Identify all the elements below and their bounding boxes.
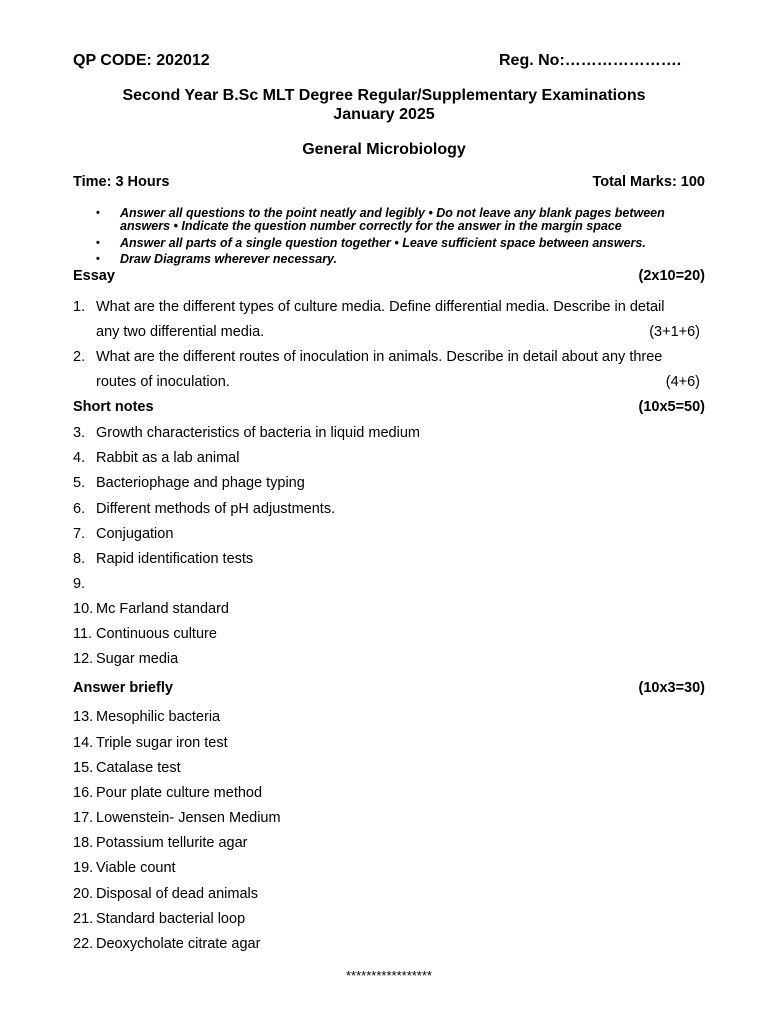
footer-stars: ***************** xyxy=(345,968,432,983)
section-title-answer-briefly: Answer briefly xyxy=(73,680,173,696)
list-item: 5. Bacteriophage and phage typing xyxy=(73,475,305,491)
list-item: 9. xyxy=(73,576,86,592)
list-item: 20. Disposal of dead animals xyxy=(73,886,259,902)
list-item: 6. Different methods of pH adjustments. xyxy=(73,501,336,517)
section-marks-short-notes: (10x5=50) xyxy=(638,399,705,415)
list-item: 13. Mesophilic bacteria xyxy=(73,709,221,725)
instruction-line: answers • Indicate the question number correctly for the answer in the margin space xyxy=(120,219,622,233)
list-item: 14. Triple sugar iron test xyxy=(73,735,228,751)
list-item: 19. Viable count xyxy=(73,860,176,876)
list-item: 12. Sugar media xyxy=(73,651,179,667)
list-item: 22. Deoxycholate citrate agar xyxy=(73,936,261,952)
bullet-icon: • xyxy=(96,253,100,265)
total-marks: Total Marks: 100 xyxy=(592,174,705,190)
section-title-essay: Essay xyxy=(73,268,115,284)
exam-title-line2: January 2025 xyxy=(333,106,435,123)
list-item: 16. Pour plate culture method xyxy=(73,785,263,801)
instruction-line: Draw Diagrams wherever necessary. xyxy=(120,252,338,266)
list-item: 21. Standard bacterial loop xyxy=(73,911,246,927)
list-item: 7. Conjugation xyxy=(73,526,174,542)
instruction-line: Answer all parts of a single question together • Leave sufficient space between answers. xyxy=(120,236,646,250)
bullet-icon: • xyxy=(96,237,100,249)
section-title-short-notes: Short notes xyxy=(73,399,154,415)
question-marks: (4+6) xyxy=(665,374,700,390)
list-item: 18. Potassium tellurite agar xyxy=(73,835,248,851)
list-item: 3. Growth characteristics of bacteria in liquid medium xyxy=(73,425,420,441)
time-allowed: Time: 3 Hours xyxy=(73,174,170,190)
reg-no: Reg. No:…………………. xyxy=(499,52,682,69)
question-number: 2. xyxy=(73,349,86,365)
question-number: 1. xyxy=(73,299,86,315)
exam-title-line1: Second Year B.Sc MLT Degree Regular/Supplementary Examinations xyxy=(122,87,646,104)
question-text: routes of inoculation. xyxy=(96,374,230,390)
question-marks: (3+1+6) xyxy=(649,324,700,340)
list-item: 17. Lowenstein- Jensen Medium xyxy=(73,810,281,826)
section-marks-essay: (2x10=20) xyxy=(638,268,705,284)
qp-code: QP CODE: 202012 xyxy=(73,52,210,69)
list-item: 11. Continuous culture xyxy=(73,626,217,642)
list-item: 8. Rapid identification tests xyxy=(73,551,254,567)
question-text: any two differential media. xyxy=(96,324,265,340)
list-item: 4. Rabbit as a lab animal xyxy=(73,450,240,466)
subject-title: General Microbiology xyxy=(302,141,466,158)
list-item: 10. Mc Farland standard xyxy=(73,601,229,617)
question-text: What are the different types of culture media. Define differential media. Describe in detail xyxy=(96,299,665,315)
section-marks-answer-briefly: (10x3=30) xyxy=(638,680,705,696)
question-text: What are the different routes of inoculation in animals. Describe in detail about any three xyxy=(96,349,663,365)
instruction-line: Answer all questions to the point neatly and legibly • Do not leave any blank pages between xyxy=(120,206,665,220)
bullet-icon: • xyxy=(96,207,100,219)
list-item: 15. Catalase test xyxy=(73,760,181,776)
